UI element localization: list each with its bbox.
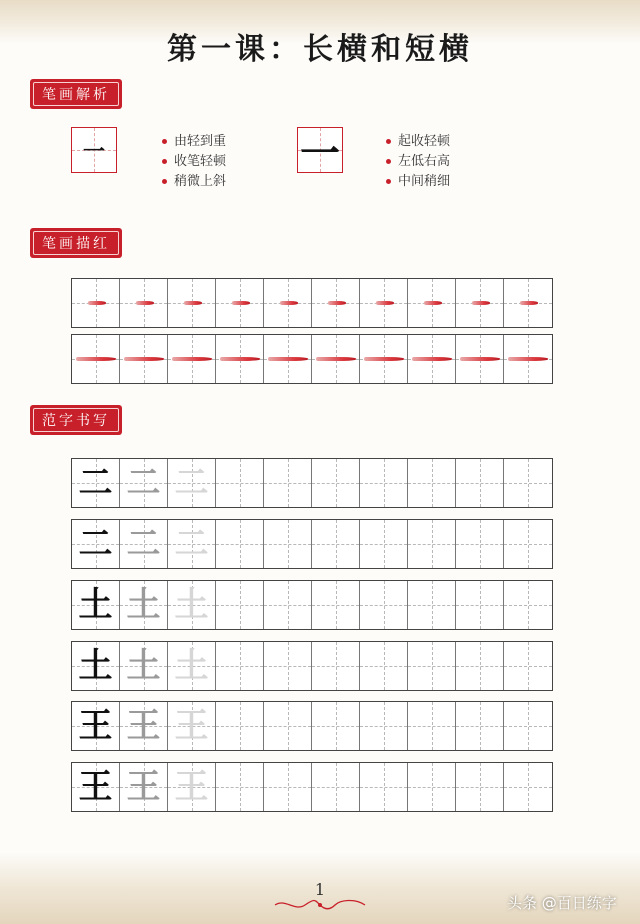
- bullet-item: [162, 132, 226, 152]
- writing-cell: [456, 581, 504, 629]
- writing-cell: [504, 459, 552, 507]
- section-label-stroke-tracing: [30, 228, 122, 258]
- writing-cell: [360, 702, 408, 750]
- bullet-item: [386, 132, 450, 152]
- model-character: 王: [78, 767, 113, 807]
- writing-row: [71, 701, 553, 751]
- writing-cell: [504, 581, 552, 629]
- writing-cell: [408, 581, 456, 629]
- writing-cell: [168, 763, 216, 811]
- bullet-dot-icon: [386, 159, 391, 164]
- writing-cell: [360, 763, 408, 811]
- red-trace-stroke: [424, 301, 442, 305]
- writing-cell: [408, 763, 456, 811]
- writing-cell: [456, 642, 504, 690]
- page-title: 第一课：长横和短横: [167, 32, 473, 67]
- writing-cell: [168, 459, 216, 507]
- writing-cell: [264, 702, 312, 750]
- trace-character: 土: [174, 646, 209, 686]
- writing-cell: [408, 642, 456, 690]
- model-character: 土: [78, 646, 113, 686]
- writing-cell: [408, 520, 456, 568]
- bullet-text: 由轻到重: [174, 134, 227, 149]
- writing-cell: [456, 459, 504, 507]
- bullet-dot-icon: [386, 179, 391, 184]
- writing-cell: [168, 702, 216, 750]
- tracing-row: [71, 334, 553, 384]
- red-trace-stroke: [364, 357, 404, 361]
- writing-cell: [312, 459, 360, 507]
- tracing-cell: [120, 335, 168, 383]
- trace-character: 二: [126, 463, 161, 503]
- writing-cell: [360, 459, 408, 507]
- bullet-item: [386, 172, 450, 192]
- writing-cell: [168, 581, 216, 629]
- bullet-item: [162, 172, 226, 192]
- trace-character: 二: [174, 524, 209, 564]
- writing-cell: [120, 642, 168, 690]
- writing-cell: [168, 642, 216, 690]
- tracing-cell: [264, 279, 312, 327]
- tracing-cell: [216, 335, 264, 383]
- writing-cell: [264, 581, 312, 629]
- red-trace-stroke: [412, 357, 452, 361]
- writing-cell: [360, 581, 408, 629]
- writing-cell: [312, 763, 360, 811]
- writing-cell: [456, 520, 504, 568]
- model-character: 王: [78, 706, 113, 746]
- section-label-text: 笔画解析: [42, 87, 110, 103]
- writing-row: [71, 458, 553, 508]
- stroke-demo-box-short: [71, 127, 117, 173]
- writing-row: [71, 641, 553, 691]
- red-trace-stroke: [508, 357, 548, 361]
- red-trace-stroke: [184, 301, 202, 305]
- red-trace-stroke: [520, 301, 538, 305]
- red-trace-stroke: [124, 357, 164, 361]
- stroke-demo-box-long: [297, 127, 343, 177]
- writing-cell: [72, 702, 120, 750]
- stroke-demo-glyph: 一: [82, 138, 105, 165]
- writing-cell: [504, 642, 552, 690]
- writing-cell: [216, 763, 264, 811]
- trace-character: 土: [126, 585, 161, 625]
- bullet-text: 左低右高: [398, 154, 451, 169]
- tracing-cell: [360, 279, 408, 327]
- tracing-cell: [504, 335, 552, 383]
- writing-cell: [72, 520, 120, 568]
- bullet-text: 收笔轻顿: [174, 154, 227, 169]
- bullet-dot-icon: [162, 159, 167, 164]
- bullet-dot-icon: [162, 139, 167, 144]
- writing-cell: [216, 459, 264, 507]
- bullet-dot-icon: [162, 179, 167, 184]
- tracing-cell: [504, 279, 552, 327]
- trace-character: 王: [174, 706, 209, 746]
- red-trace-stroke: [472, 301, 490, 305]
- stroke-points-short: [162, 132, 226, 192]
- red-trace-stroke: [136, 301, 154, 305]
- writing-cell: [408, 702, 456, 750]
- tracing-row: [71, 278, 553, 328]
- bullet-text: 中间稍细: [398, 174, 451, 189]
- tracing-cell: [168, 335, 216, 383]
- red-trace-stroke: [220, 357, 260, 361]
- writing-cell: [264, 520, 312, 568]
- stroke-points-long: [386, 132, 450, 192]
- writing-cell: [216, 520, 264, 568]
- tracing-cell: [456, 279, 504, 327]
- writing-cell: [216, 642, 264, 690]
- writing-row: [71, 519, 553, 569]
- section-label-character-writing: [30, 405, 122, 435]
- tracing-cell: [312, 279, 360, 327]
- page-number: 1: [314, 880, 326, 899]
- watermark: 头条 @百日练字: [507, 894, 617, 912]
- writing-cell: [264, 459, 312, 507]
- writing-cell: [120, 459, 168, 507]
- bullet-item: [386, 152, 450, 172]
- writing-cell: [504, 520, 552, 568]
- writing-cell: [72, 459, 120, 507]
- writing-cell: [120, 520, 168, 568]
- writing-cell: [360, 642, 408, 690]
- bullet-text: 稍微上斜: [174, 174, 227, 189]
- writing-cell: [120, 581, 168, 629]
- writing-cell: [72, 581, 120, 629]
- section-label-stroke-analysis: [30, 79, 122, 109]
- red-trace-stroke: [88, 301, 106, 305]
- section-label-text: 笔画描红: [42, 236, 110, 252]
- writing-row: [71, 762, 553, 812]
- tracing-cell: [408, 335, 456, 383]
- tracing-cell: [72, 335, 120, 383]
- trace-character: 二: [174, 463, 209, 503]
- writing-cell: [360, 520, 408, 568]
- writing-cell: [312, 581, 360, 629]
- writing-cell: [72, 763, 120, 811]
- writing-cell: [264, 642, 312, 690]
- bullet-text: 起收轻顿: [398, 134, 451, 149]
- writing-cell: [504, 702, 552, 750]
- writing-cell: [456, 702, 504, 750]
- tracing-cell: [168, 279, 216, 327]
- trace-character: 王: [126, 767, 161, 807]
- red-trace-stroke: [172, 357, 212, 361]
- writing-cell: [264, 763, 312, 811]
- stroke-demo-glyph: 一: [300, 129, 340, 177]
- red-trace-stroke: [460, 357, 500, 361]
- writing-cell: [312, 642, 360, 690]
- section-label-text: 范字书写: [42, 413, 110, 429]
- tracing-cell: [264, 335, 312, 383]
- tracing-cell: [408, 279, 456, 327]
- scroll-ornament-icon: [270, 898, 370, 912]
- bullet-item: [162, 152, 226, 172]
- writing-cell: [120, 702, 168, 750]
- red-trace-stroke: [232, 301, 250, 305]
- writing-cell: [168, 520, 216, 568]
- writing-cell: [312, 702, 360, 750]
- tracing-cell: [216, 279, 264, 327]
- trace-character: 王: [174, 767, 209, 807]
- red-trace-stroke: [76, 357, 116, 361]
- writing-cell: [504, 763, 552, 811]
- tracing-cell: [360, 335, 408, 383]
- tracing-cell: [120, 279, 168, 327]
- writing-cell: [312, 520, 360, 568]
- red-trace-stroke: [316, 357, 356, 361]
- writing-cell: [408, 459, 456, 507]
- writing-cell: [216, 702, 264, 750]
- writing-cell: [120, 763, 168, 811]
- tracing-cell: [456, 335, 504, 383]
- writing-cell: [72, 642, 120, 690]
- tracing-cell: [312, 335, 360, 383]
- trace-character: 土: [174, 585, 209, 625]
- model-character: 二: [78, 524, 113, 564]
- red-trace-stroke: [280, 301, 298, 305]
- bullet-dot-icon: [386, 139, 391, 144]
- writing-cell: [216, 581, 264, 629]
- tracing-cell: [72, 279, 120, 327]
- red-trace-stroke: [328, 301, 346, 305]
- model-character: 二: [78, 463, 113, 503]
- red-trace-stroke: [376, 301, 394, 305]
- trace-character: 王: [126, 706, 161, 746]
- trace-character: 二: [126, 524, 161, 564]
- writing-row: [71, 580, 553, 630]
- model-character: 土: [78, 585, 113, 625]
- trace-character: 土: [126, 646, 161, 686]
- writing-cell: [456, 763, 504, 811]
- red-trace-stroke: [268, 357, 308, 361]
